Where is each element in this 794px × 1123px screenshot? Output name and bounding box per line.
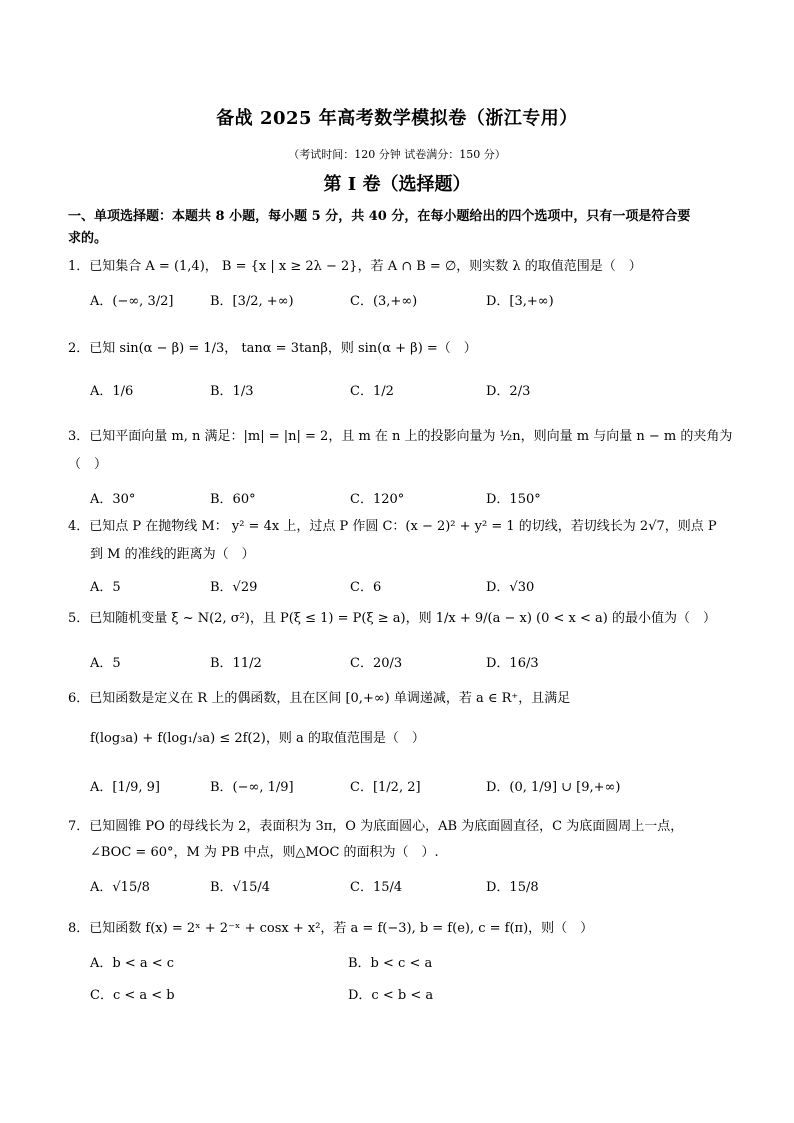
question-5 bbox=[68, 608, 734, 630]
question-8-options-row-1 bbox=[90, 952, 710, 980]
option-a[interactable]: A．(−∞, 3/2] bbox=[90, 294, 174, 309]
question-stem: 已知函数 f(x) = 2ˣ + 2⁻ˣ + cosx + x²，若 a = f(−3), b = f(e), c = f(π)，则（ ） bbox=[89, 921, 594, 936]
option-b[interactable]: B．[3/2, +∞) bbox=[210, 294, 294, 309]
question-stem-line-2: （ ） bbox=[68, 457, 108, 472]
option-a[interactable]: A．[1/9, 9] bbox=[90, 780, 160, 795]
question-number: 4． bbox=[68, 519, 90, 534]
option-a[interactable]: A．b < a < c bbox=[90, 956, 175, 971]
question-6 bbox=[68, 688, 734, 750]
option-b[interactable]: B．b < c < a bbox=[348, 956, 433, 971]
question-3 bbox=[68, 426, 734, 476]
option-c[interactable]: C．[1/2, 2] bbox=[350, 780, 421, 795]
question-number: 8． bbox=[68, 921, 90, 936]
option-d[interactable]: D．16/3 bbox=[486, 656, 539, 671]
question-stem-line-2: 到 M 的准线的距离为（ ） bbox=[90, 547, 255, 562]
option-d[interactable]: D．√30 bbox=[486, 580, 535, 595]
question-stem-line-1: 已知圆锥 PO 的母线长为 2，表面积为 3π，O 为底面圆心，AB 为底面圆直径，C 为底面圆周上一点， bbox=[89, 819, 684, 834]
question-number: 1． bbox=[68, 259, 90, 274]
option-c[interactable]: C．120° bbox=[350, 492, 405, 507]
option-d[interactable]: D．[3,+∞) bbox=[486, 294, 554, 309]
option-d[interactable]: D．15/8 bbox=[486, 880, 539, 895]
exam-title: 备战 2025 年高考数学模拟卷（浙江专用） bbox=[216, 108, 578, 129]
question-7-options bbox=[90, 876, 710, 904]
option-c[interactable]: C．20/3 bbox=[350, 656, 403, 671]
option-b[interactable]: B．√15/4 bbox=[210, 880, 271, 895]
question-number: 6． bbox=[68, 691, 90, 706]
question-1 bbox=[68, 256, 734, 278]
question-6-options bbox=[90, 776, 710, 804]
question-8 bbox=[68, 918, 734, 940]
option-b[interactable]: B．11/2 bbox=[210, 656, 262, 671]
question-stem: 已知集合 A = (1,4)， B = {x | x ≥ 2λ − 2}，若 A ∩ B = ∅，则实数 λ 的取值范围是（ ） bbox=[89, 259, 642, 274]
question-stem-line-2: ∠BOC = 60°，M 为 PB 中点，则△MOC 的面积为（ ）. bbox=[90, 845, 439, 860]
question-2 bbox=[68, 338, 734, 360]
option-c[interactable]: C．(3,+∞) bbox=[350, 294, 418, 309]
question-1-options bbox=[90, 290, 710, 318]
question-stem: 已知随机变量 ξ ~ N(2, σ²)，且 P(ξ ≤ 1) = P(ξ ≥ a)，则 1/x + 9/(a − x) (0 < x < a) 的最小值为（ ） bbox=[89, 611, 716, 626]
question-4 bbox=[68, 516, 734, 566]
question-stem-line-2: f(log₃a) + f(log₁/₃a) ≤ 2f(2)，则 a 的取值范围是（ ） bbox=[90, 731, 425, 746]
question-2-options bbox=[90, 380, 710, 408]
option-a[interactable]: A．√15/8 bbox=[90, 880, 150, 895]
option-c[interactable]: C．1/2 bbox=[350, 384, 394, 399]
option-a[interactable]: A．1/6 bbox=[90, 384, 134, 399]
question-number: 7． bbox=[68, 819, 90, 834]
exam-subtitle: （考试时间：120 分钟 试卷满分：150 分） bbox=[288, 148, 506, 161]
volume-heading: 第 I 卷（选择题） bbox=[323, 174, 471, 195]
question-stem: 已知 sin(α − β) = 1/3， tanα = 3tanβ，则 sin(α + β) =（ ） bbox=[89, 341, 477, 356]
option-a[interactable]: A．5 bbox=[90, 656, 121, 671]
option-a[interactable]: A．30° bbox=[90, 492, 136, 507]
question-number: 2． bbox=[68, 341, 90, 356]
question-number: 5． bbox=[68, 611, 90, 626]
option-c[interactable]: C．15/4 bbox=[350, 880, 403, 895]
question-number: 3． bbox=[68, 429, 90, 444]
question-4-options bbox=[90, 576, 710, 604]
option-c[interactable]: C．6 bbox=[350, 580, 382, 595]
question-8-options-row-2 bbox=[90, 984, 710, 1012]
question-stem-line-1: 已知平面向量 m, n 满足：|m| = |n| = 2，且 m 在 n 上的投影向量为 ½n，则向量 m 与向量 n − m 的夹角为 bbox=[89, 429, 733, 444]
option-d[interactable]: D．c < b < a bbox=[348, 988, 434, 1003]
option-c[interactable]: C．c < a < b bbox=[90, 988, 175, 1003]
option-b[interactable]: B．√29 bbox=[210, 580, 258, 595]
question-stem-line-1: 已知点 P 在抛物线 M： y² = 4x 上，过点 P 作圆 C：(x − 2)² + y² = 1 的切线，若切线长为 2√7，则点 P bbox=[89, 519, 717, 534]
option-b[interactable]: B．60° bbox=[210, 492, 256, 507]
instruction-line-2: 求的。 bbox=[68, 231, 108, 246]
option-a[interactable]: A．5 bbox=[90, 580, 121, 595]
question-7 bbox=[68, 816, 734, 864]
question-5-options bbox=[90, 652, 710, 680]
option-d[interactable]: D．2/3 bbox=[486, 384, 531, 399]
question-3-options bbox=[90, 488, 710, 516]
question-stem-line-1: 已知函数是定义在 R 上的偶函数，且在区间 [0,+∞) 单调递减，若 a ∈ R⁺，且满足 bbox=[89, 691, 571, 706]
option-d[interactable]: D．150° bbox=[486, 492, 541, 507]
option-b[interactable]: B．1/3 bbox=[210, 384, 254, 399]
option-b[interactable]: B．(−∞, 1/9] bbox=[210, 780, 294, 795]
section-instruction bbox=[68, 206, 728, 250]
option-d[interactable]: D．(0, 1/9] ∪ [9,+∞) bbox=[486, 780, 621, 795]
instruction-line-1: 一、单项选择题：本题共 8 小题，每小题 5 分，共 40 分，在每小题给出的四个选项中，只有一项是符合要 bbox=[68, 209, 691, 224]
